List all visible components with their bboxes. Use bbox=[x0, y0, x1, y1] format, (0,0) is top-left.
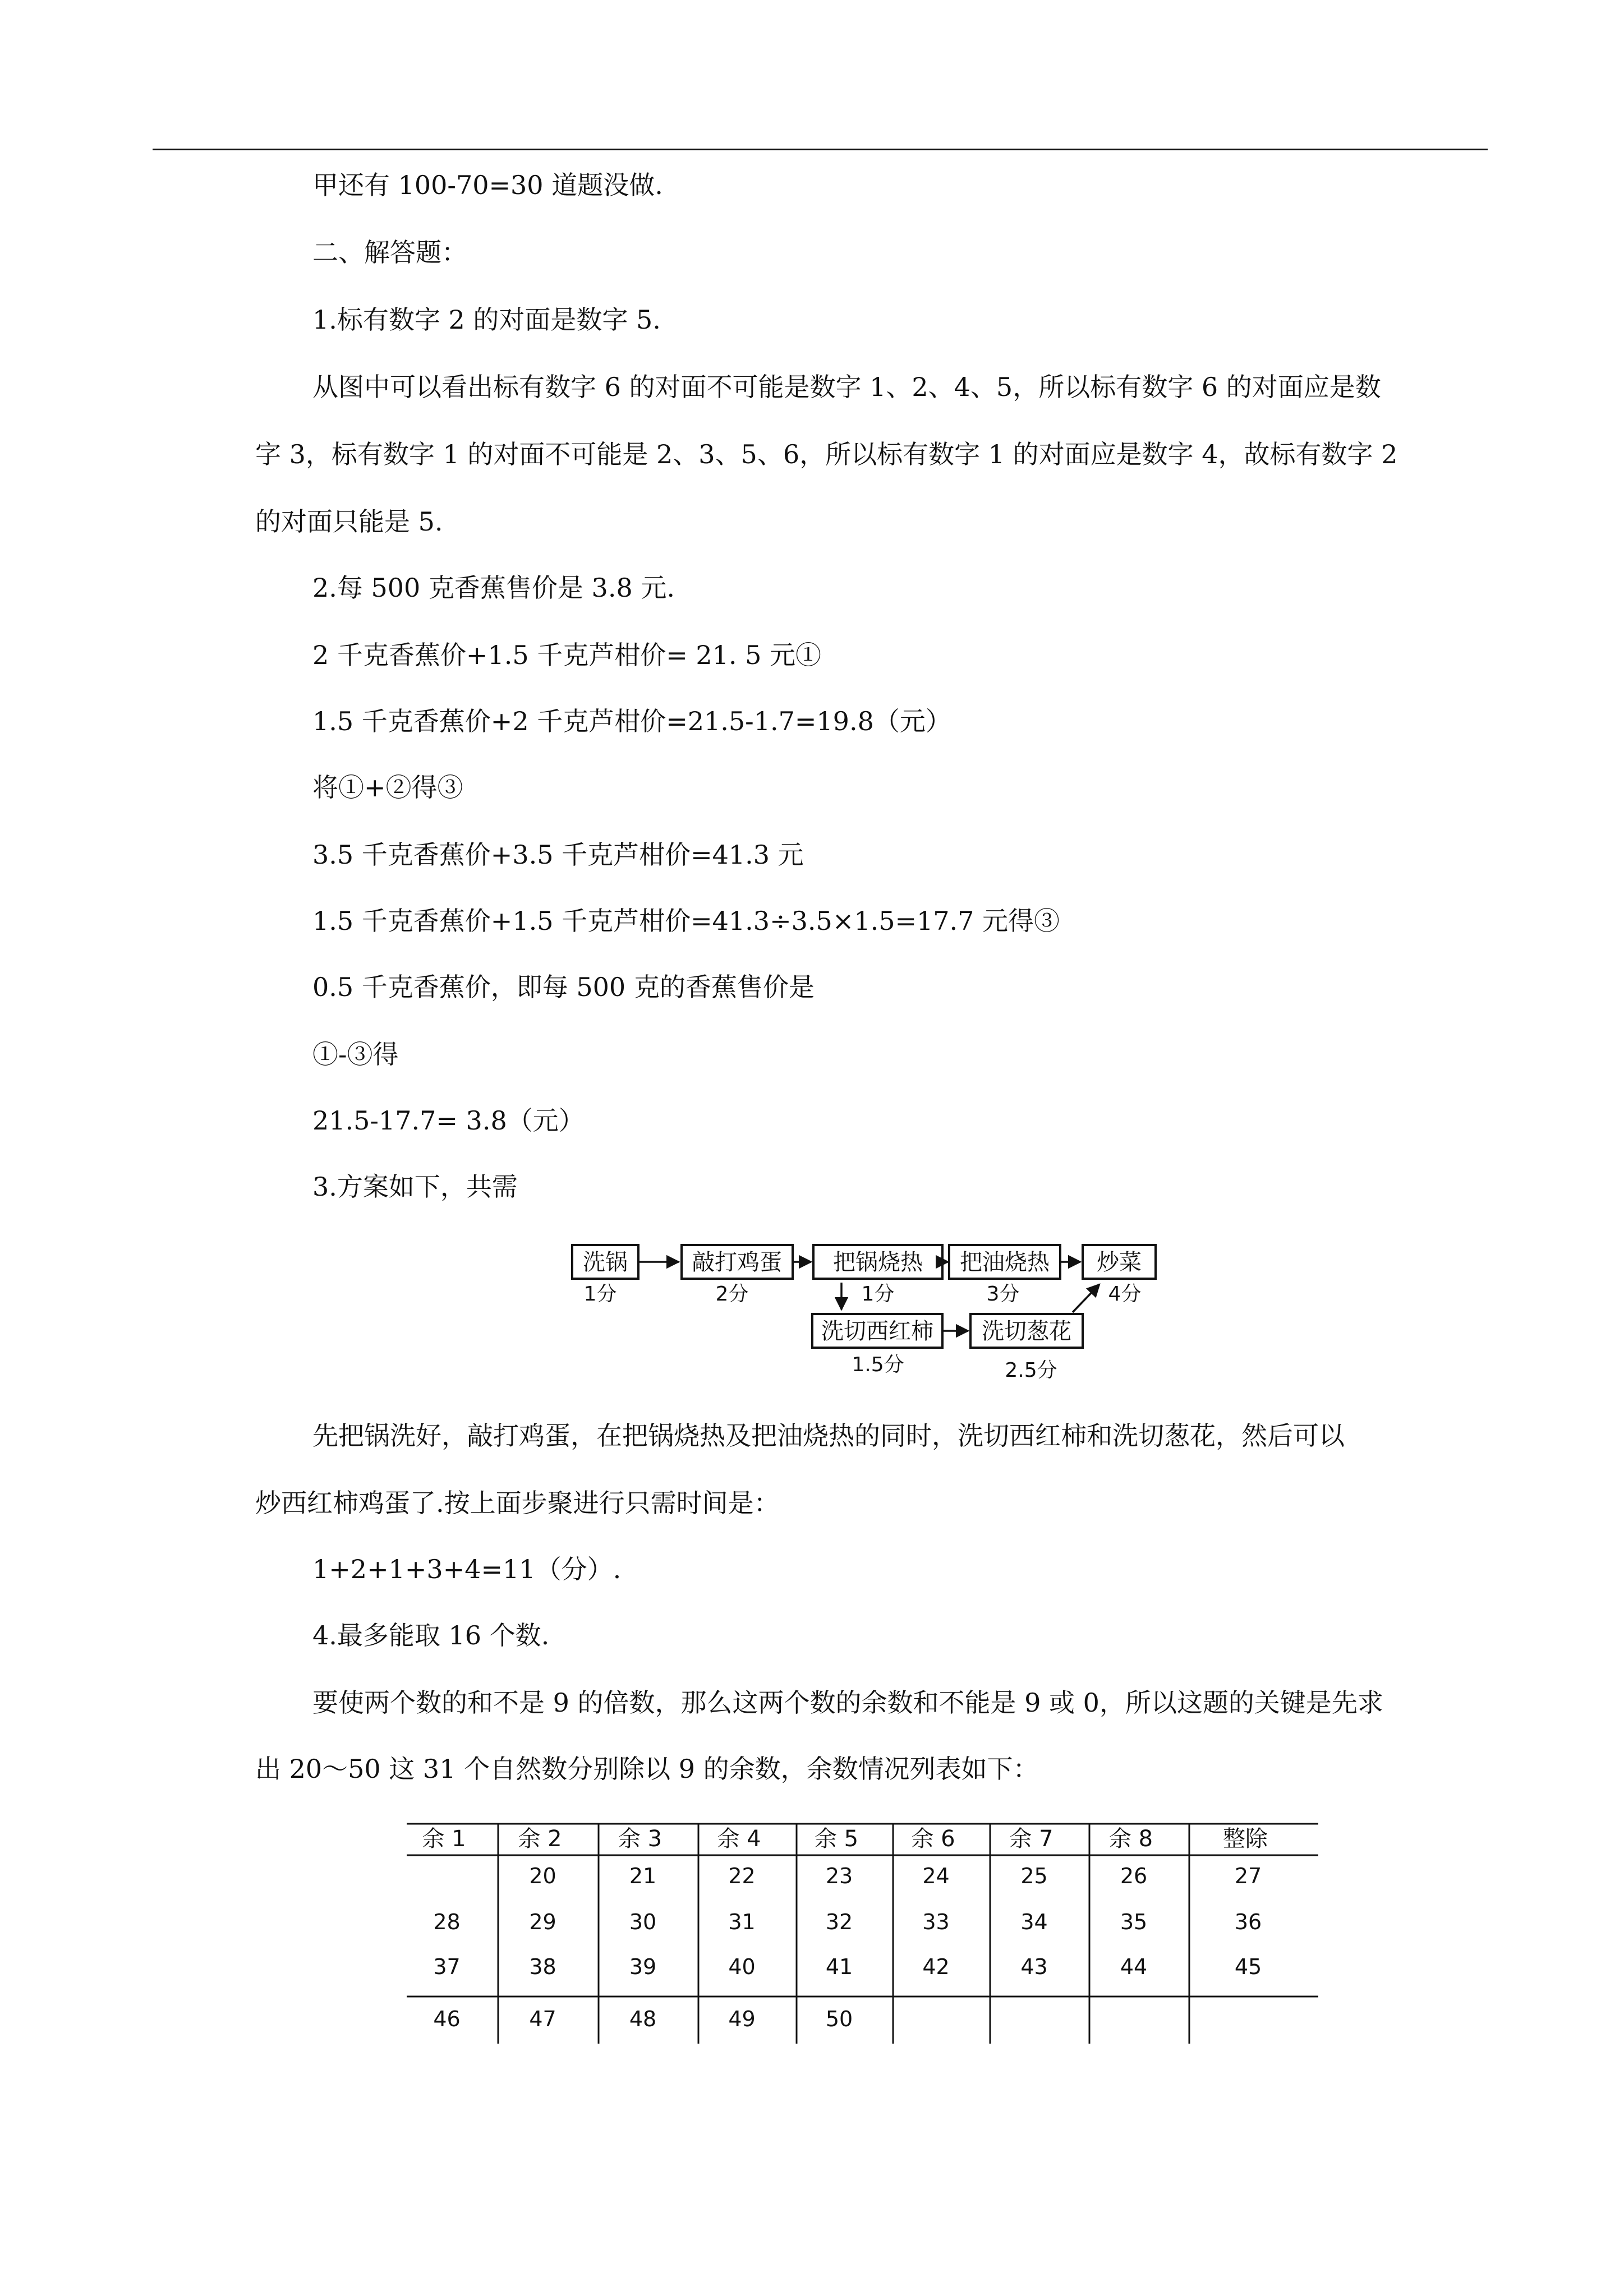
paragraph-line: 从图中可以看出标有数字 6 的对面不可能是数字 1、2、4、5，所以标有数字 6 的对面应是数 bbox=[312, 372, 1381, 402]
paragraph-line: ①-③得 bbox=[312, 1039, 399, 1069]
table-cell: 41 bbox=[825, 1954, 853, 1979]
arrow-onion-to-stirfry bbox=[1073, 1284, 1099, 1312]
table-cell: 余 8 bbox=[1108, 1826, 1153, 1852]
step-label: 洗切西红柿 bbox=[821, 1318, 933, 1344]
paragraph-line: 1.标有数字 2 的对面是数字 5. bbox=[312, 305, 661, 335]
table-cell: 46 bbox=[433, 2007, 461, 2031]
table-cell: 47 bbox=[529, 2007, 556, 2031]
table-cell: 21 bbox=[629, 1864, 657, 1888]
paragraph-line: 1.5 千克香蕉价+1.5 千克芦柑价=41.3÷3.5×1.5=17.7 元得③ bbox=[312, 906, 1060, 936]
paragraph-line: 二、解答题： bbox=[312, 237, 467, 268]
step-time: 2.5分 bbox=[1005, 1359, 1057, 1382]
step-time: 3分 bbox=[986, 1283, 1020, 1306]
step-time: 1分 bbox=[583, 1283, 617, 1306]
table-cell: 34 bbox=[1020, 1910, 1048, 1934]
table-cell: 余 1 bbox=[422, 1826, 466, 1852]
paragraph-line: 字 3，标有数字 1 的对面不可能是 2、3、5、6，所以标有数字 1 的对面应是数字 4，故标有数字 2 bbox=[255, 439, 1398, 469]
table-cell: 38 bbox=[529, 1954, 556, 1979]
paragraph-line: 要使两个数的和不是 9 的倍数，那么这两个数的余数和不能是 9 或 0，所以这题的关键是先求 bbox=[312, 1688, 1383, 1718]
table-cell: 余 7 bbox=[1009, 1826, 1053, 1852]
table-cell: 余 3 bbox=[618, 1826, 663, 1852]
table-cell: 42 bbox=[922, 1954, 950, 1979]
paragraph-line: 2.每 500 克香蕉售价是 3.8 元. bbox=[312, 573, 675, 603]
paragraph-line: 的对面只能是 5. bbox=[255, 506, 443, 537]
paragraph-line: 先把锅洗好，敲打鸡蛋，在把锅烧热及把油烧热的同时，洗切西红柿和洗切葱花，然后可以 bbox=[312, 1421, 1345, 1451]
table-cell: 余 4 bbox=[717, 1826, 761, 1852]
step-time: 1.5分 bbox=[852, 1353, 904, 1376]
step-label: 洗锅 bbox=[583, 1250, 628, 1275]
remainder-table bbox=[398, 1817, 1324, 2047]
step-time: 2分 bbox=[715, 1283, 749, 1306]
table-cell: 44 bbox=[1120, 1954, 1148, 1979]
table-cell: 33 bbox=[922, 1910, 950, 1934]
step-time: 1分 bbox=[861, 1283, 895, 1306]
paragraph-line: 4.最多能取 16 个数. bbox=[312, 1620, 550, 1650]
paragraph-line: 1.5 千克香蕉价+2 千克芦柑价=21.5-1.7=19.8（元） bbox=[312, 706, 951, 736]
table-cell: 20 bbox=[529, 1864, 556, 1888]
table-cell: 50 bbox=[825, 2007, 853, 2031]
table-cell: 25 bbox=[1020, 1864, 1048, 1888]
paragraph-line: 1+2+1+3+4=11（分）. bbox=[312, 1554, 622, 1584]
table-cell: 23 bbox=[825, 1864, 853, 1888]
paragraph-line: 炒西红柿鸡蛋了.按上面步聚进行只需时间是： bbox=[255, 1488, 780, 1518]
paragraph-line: 甲还有 100-70=30 道题没做. bbox=[312, 170, 663, 200]
table-cell: 43 bbox=[1020, 1954, 1048, 1979]
step-label: 把油烧热 bbox=[960, 1250, 1050, 1275]
table-cell: 26 bbox=[1120, 1864, 1148, 1888]
table-cell: 37 bbox=[433, 1954, 461, 1979]
paragraph-line: 0.5 千克香蕉价，即每 500 克的香蕉售价是 bbox=[312, 972, 815, 1002]
paragraph-line: 将①+②得③ bbox=[312, 772, 463, 803]
paragraph-line: 出 20～50 这 31 个自然数分别除以 9 的余数，余数情况列表如下： bbox=[255, 1754, 1039, 1784]
step-label: 把锅烧热 bbox=[833, 1250, 923, 1275]
step-time: 4分 bbox=[1108, 1283, 1142, 1306]
table-cell: 49 bbox=[728, 2007, 756, 2031]
table-cell: 24 bbox=[922, 1864, 950, 1888]
table-cell: 48 bbox=[629, 2007, 657, 2031]
step-label: 洗切葱花 bbox=[982, 1318, 1071, 1344]
table-cell: 39 bbox=[629, 1954, 657, 1979]
table-cell: 32 bbox=[825, 1910, 853, 1934]
table-cell: 余 6 bbox=[911, 1826, 955, 1852]
header-rule bbox=[153, 149, 1488, 150]
table-cell: 40 bbox=[728, 1954, 756, 1979]
table-cell: 28 bbox=[433, 1910, 461, 1934]
table-cell: 22 bbox=[728, 1864, 756, 1888]
paragraph-line: 21.5-17.7= 3.8（元） bbox=[312, 1105, 585, 1136]
table-cell: 整除 bbox=[1223, 1826, 1268, 1852]
table-cell: 余 5 bbox=[814, 1826, 859, 1852]
table-cell: 27 bbox=[1234, 1864, 1262, 1888]
table-cell: 45 bbox=[1234, 1954, 1262, 1979]
table-cell: 余 2 bbox=[518, 1826, 562, 1852]
table-cell: 29 bbox=[529, 1910, 556, 1934]
paragraph-line: 2 千克香蕉价+1.5 千克芦柑价= 21. 5 元① bbox=[312, 640, 822, 670]
cooking-flow-diagram bbox=[561, 1231, 1189, 1399]
table-cell: 36 bbox=[1234, 1910, 1262, 1934]
step-label: 敲打鸡蛋 bbox=[692, 1250, 782, 1275]
table-cell: 35 bbox=[1120, 1910, 1148, 1934]
paragraph-line: 3.方案如下，共需 bbox=[312, 1172, 518, 1202]
paragraph-line: 3.5 千克香蕉价+3.5 千克芦柑价=41.3 元 bbox=[312, 840, 804, 870]
step-label: 炒菜 bbox=[1097, 1250, 1142, 1275]
table-cell: 30 bbox=[629, 1910, 657, 1934]
table-cell: 31 bbox=[728, 1910, 756, 1934]
